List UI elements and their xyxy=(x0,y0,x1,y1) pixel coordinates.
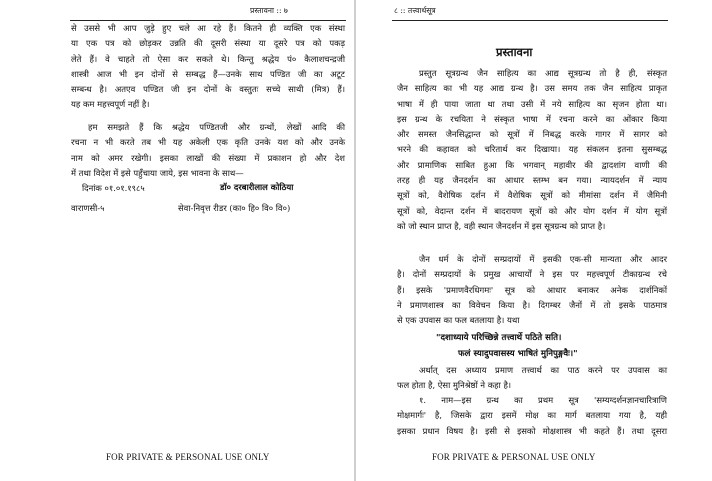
text-line: जैन धर्म के दोनों सम्प्रदायों में इसकी एक-सी मान्यता और आदर xyxy=(419,254,667,264)
verse-line-2: फलं स्यादुपवासस्य भाषितं मुनिपुङ्गवैः।" xyxy=(458,349,578,359)
text-line: इसका प्रधान विषय है। इसी से इसको मोक्षशास्त्र भी कहते हैं। तथा दूसरा xyxy=(397,425,667,436)
right-paragraph-1 xyxy=(397,66,667,234)
text-line: में तथा विदेश में इसे पहुँचाया जाये, इस भावना के साथ— xyxy=(71,167,244,178)
right-footer: FOR PRIVATE & PERSONAL USE ONLY xyxy=(432,452,596,462)
text-line: नाम को अमर रखेगी। इसका लाखों की संख्या में प्रकाशन हो और देश xyxy=(71,152,345,163)
text-line: या एक पत्र को छोड़कर उन्नति की दूसरी संस्था या दूसरे पत्र को पकड़ xyxy=(71,38,345,49)
text-line: हैं। इसके 'प्रमाणवैरधिगमः' सूत्र को आधार बनाकर अनेक दार्शनिकों xyxy=(397,284,667,295)
signature-place: वाराणसी-५ xyxy=(71,203,105,213)
signature-date: दिनांक ०१.०१.१९८५ xyxy=(82,183,145,193)
text-line: सूत्रों को, वेदान्त दर्शन में बादरायण सूत्रों को और योग दर्शन में योग सूत्रों xyxy=(397,205,667,216)
right-paragraph-3 xyxy=(397,363,667,394)
text-line: सम्बन्ध है। अतएव पण्डित जी इन दोनों के वस्तुतः सच्चे साथी (मित्र) हैं। xyxy=(71,84,345,95)
right-paragraph-4 xyxy=(397,393,667,439)
text-line: ने प्रमाणशास्त्र का विवेचन किया है। दिगम्बर जैनों में तो इसके पाठमात्र xyxy=(397,299,667,310)
verse-line-1: "दशाध्याये परिच्छिन्ने तत्त्वार्थे पठिते सति। xyxy=(436,333,562,343)
text-line: से उससे भी आप जुड़े हुए चले आ रहे हैं। कितने ही व्यक्ति एक संस्था xyxy=(71,23,345,33)
right-header-rule xyxy=(392,20,668,21)
right-paragraph-2 xyxy=(397,252,667,328)
text-line: १. नाम—इस ग्रन्थ का प्रथम सूत्र 'सम्यग्दर्शनज्ञानचारित्राणि xyxy=(419,395,667,405)
left-running-head: प्रस्तावना :: ७ xyxy=(250,6,288,15)
right-running-head: ८ :: तत्त्वार्थसूत्र xyxy=(394,6,436,15)
text-line: और समस्त जैनसिद्धान्त को सूत्रों में निबद्ध करके गागर में सागर को xyxy=(397,129,667,140)
text-line: इस ग्रन्थ के रचयिता ने संस्कृत भाषा में रचना करने का ओंकार किया xyxy=(397,113,667,124)
text-line: सूत्रों को, वैशेषिक दर्शन में वैशेषिक सूत्रों को मीमांसा दर्शन में जैमिनी xyxy=(397,190,667,201)
text-line: फल होता है, ऐसा मुनिश्रेष्ठों ने कहा है। xyxy=(397,380,512,391)
page-title: प्रस्तावना xyxy=(496,45,533,59)
text-line: भाषा में ही पाया जाता था तथा उसी में नये साहित्य का सृजन होता था। xyxy=(397,98,667,109)
left-paragraph-1 xyxy=(71,21,345,113)
text-line: भरने की कहावत को चरितार्थ कर दिखाया। यह संकलन इतना सुसम्बद्ध xyxy=(397,144,667,155)
text-line: रचना न भी करते तब भी यह अकेली एक कृति उनके यश को और उनके xyxy=(71,137,345,148)
signature-author: डॉ० दरबारीलाल कोठिया xyxy=(220,182,294,192)
signature-designation: सेवा-निवृत्त रीडर (का० हि० वि० वि०) xyxy=(178,203,291,213)
text-line: प्रस्तुत सूत्रग्रन्थ जैन साहित्य का आद्य सूत्रग्रन्थ तो है ही, संस्कृत xyxy=(419,68,667,78)
left-footer: FOR PRIVATE & PERSONAL USE ONLY xyxy=(106,452,270,462)
text-line: यह कम महत्त्वपूर्ण नहीं है। xyxy=(71,99,150,110)
text-line: तरह ही यह जैनदर्शन का आधार स्तम्भ बन गया। न्यायदर्शन में न्याय xyxy=(397,175,667,186)
text-line: शास्त्री आज भी इन दोनों से सम्बद्ध हैं—उनके साथ पण्डित जी का अटूट xyxy=(71,68,345,79)
text-line: को जो स्थान प्राप्त है, वही स्थान जैनदर्शन में इस सूत्रग्रन्थ को प्राप्त है। xyxy=(397,220,606,231)
left-paragraph-2 xyxy=(71,120,345,181)
text-line: है। दोनों सम्प्रदायों के प्रमुख आचार्यों ने इस पर महत्त्वपूर्ण टीकाग्रन्थ रचे xyxy=(397,269,667,280)
text-line: मोक्षमार्गः' है, जिसके द्वारा इसमें मोक्ष का मार्ग बतलाया गया है, यही xyxy=(397,410,667,421)
text-line: अर्थात् दस अध्याय प्रमाण तत्त्वार्थ का पाठ करने पर उपवास का xyxy=(419,365,667,375)
text-line: हम समझते हैं कि श्रद्धेय पण्डितजी और ग्रन्थों, लेखों आदि की xyxy=(88,122,345,132)
text-line: से एक उपवास का फल बतलाया है। यथा xyxy=(397,315,520,326)
text-line: और प्रामाणिक साबित हुआ कि भगवान् महावीर की द्वादशांग वाणी की xyxy=(397,159,667,170)
text-line: लेते हैं। वे चाहते तो ऐसा कर सकते थे। किन्तु श्रद्धेय पं० कैलाशचन्द्रजी xyxy=(71,53,345,64)
text-line: जैन साहित्य का भी यह आद्य ग्रन्थ है। उस समय तक जैन साहित्य प्राकृत xyxy=(397,83,667,94)
